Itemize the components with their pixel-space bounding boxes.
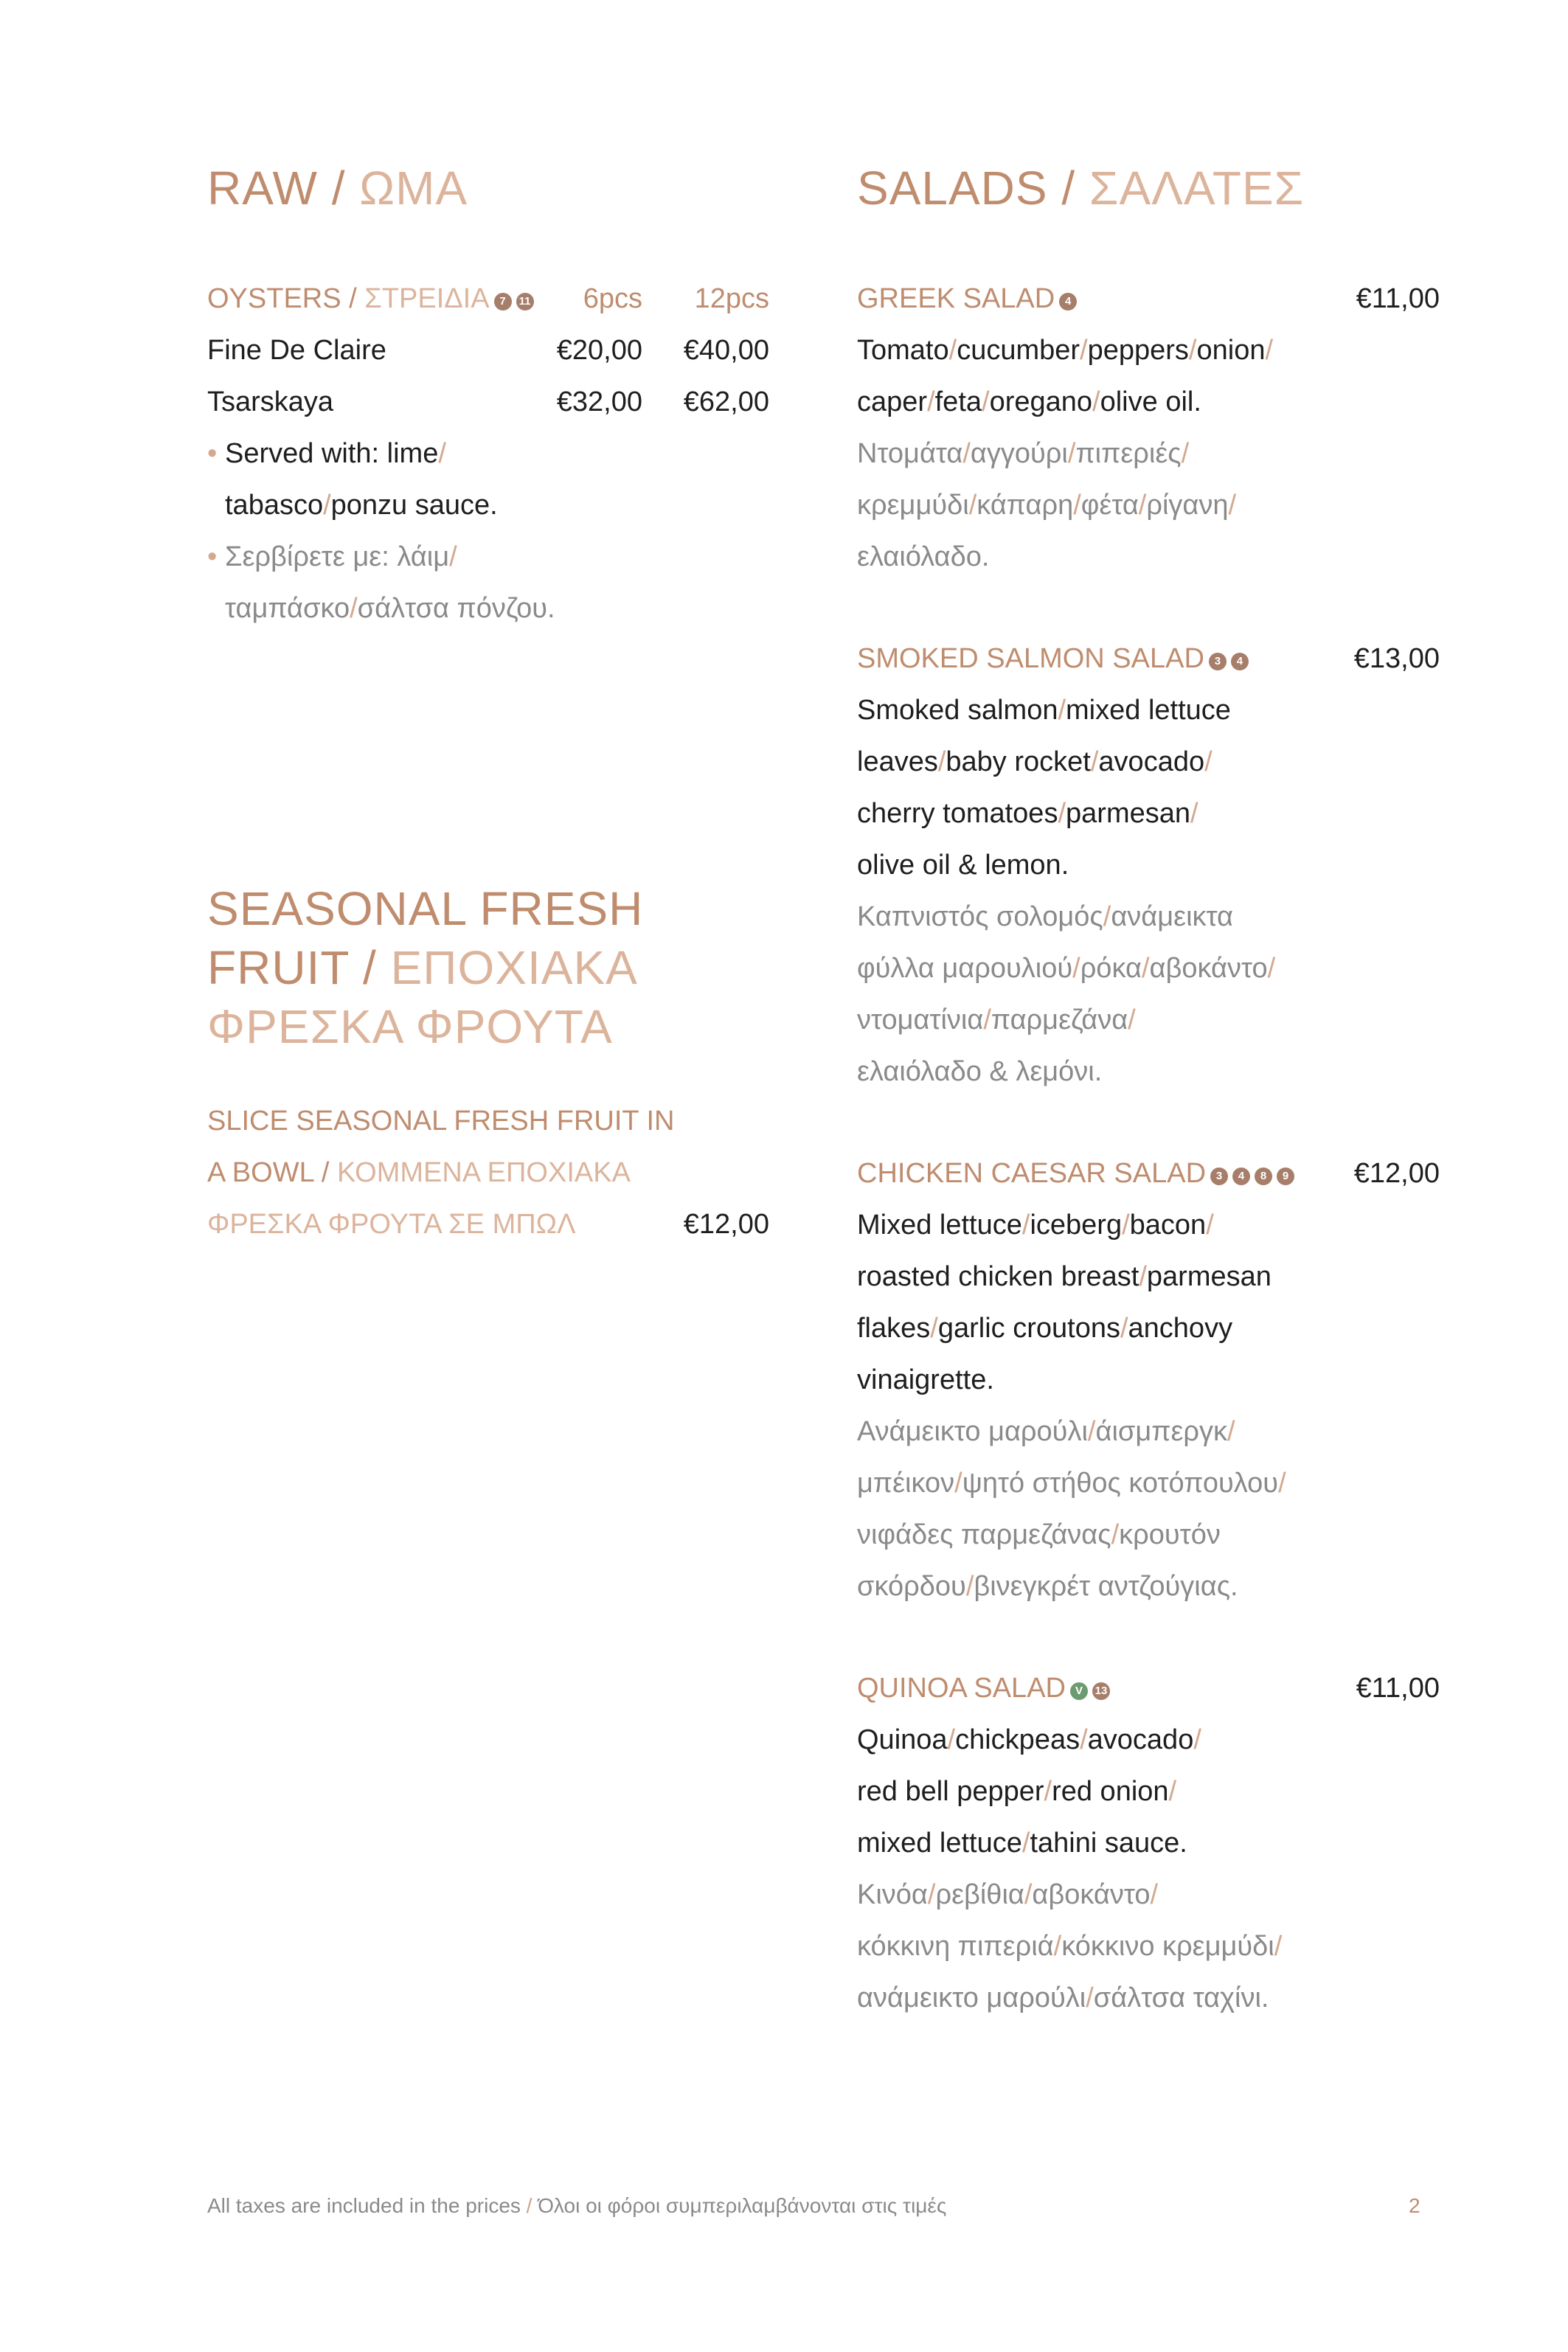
allergen-badge: 11	[516, 293, 534, 311]
raw-section-title: RAW / ΩΜΑ	[207, 162, 468, 215]
oysters-12pcs-header: 12pcs	[694, 283, 769, 314]
caesar-salad-gr-line: μπέικον/ψητό στήθος κοτόπουλου/	[857, 1468, 1286, 1499]
greek-salad-en-line: Tomato/cucumber/peppers/onion/	[857, 335, 1274, 366]
salmon-salad-gr-line: ελαιόλαδο & λεμόνι.	[857, 1056, 1103, 1087]
caesar-salad-gr-line: νιφάδες παρμεζάνας/κρουτόν	[857, 1519, 1221, 1550]
quinoa-salad-heading: QUINOA SALAD V 13	[857, 1662, 1110, 1714]
allergen-badge: 3	[1210, 1168, 1228, 1185]
oysters-served-en: • Served with: lime/	[207, 428, 446, 479]
allergen-badge: 4	[1232, 1168, 1250, 1185]
quinoa-salad-gr-line: κόκκινη πιπεριά/κόκκινο κρεμμύδι/	[857, 1931, 1283, 1962]
allergen-badge: 9	[1277, 1168, 1294, 1185]
oysters-6pcs-header: 6pcs	[583, 283, 642, 314]
quinoa-salad-gr-line: ανάμεικτο μαρούλι/σάλτσα ταχίνι.	[857, 1982, 1269, 2013]
quinoa-salad-en-line: Quinoa/chickpeas/avocado/	[857, 1724, 1201, 1755]
caesar-salad-en-line: vinaigrette.	[857, 1364, 994, 1395]
quinoa-salad-gr-line: Κινόα/ρεβίθια/αβοκάντο/	[857, 1879, 1159, 1910]
caesar-salad-price: €12,00	[1353, 1158, 1440, 1189]
greek-salad-gr-line: Ντομάτα/αγγούρι/πιπεριές/	[857, 438, 1190, 469]
salmon-salad-price: €13,00	[1353, 643, 1440, 674]
quinoa-salad-en-line: mixed lettuce/tahini sauce.	[857, 1828, 1187, 1859]
allergen-badge: 13	[1092, 1682, 1110, 1700]
allergen-badge: 7	[494, 293, 512, 311]
allergen-badge: 3	[1209, 653, 1227, 670]
oyster-row-name: Tsarskaya	[207, 386, 334, 417]
bullet-dot: •	[207, 541, 218, 572]
caesar-salad-heading: CHICKEN CAESAR SALAD 3 4 8 9	[857, 1148, 1294, 1199]
greek-salad-en-line: caper/feta/oregano/olive oil.	[857, 386, 1201, 417]
quinoa-salad-en-line: red bell pepper/red onion/	[857, 1776, 1177, 1807]
page-number: 2	[1409, 2194, 1420, 2217]
salmon-salad-en-line: cherry tomatoes/parmesan/	[857, 798, 1198, 829]
salads-section-title: SALADS / ΣΑΛΑΤΕΣ	[857, 162, 1305, 215]
fruit-item-heading: SLICE SEASONAL FRESH FRUIT IN	[207, 1106, 675, 1137]
fruit-price: €12,00	[683, 1209, 769, 1240]
oyster-row-price-6: €20,00	[556, 335, 642, 366]
oyster-row-price-12: €62,00	[683, 386, 769, 417]
salmon-salad-en-line: leaves/baby rocket/avocado/	[857, 746, 1213, 777]
oyster-row-name: Fine De Claire	[207, 335, 386, 366]
greek-salad-price: €11,00	[1356, 283, 1440, 314]
salmon-salad-en-line: olive oil & lemon.	[857, 850, 1069, 881]
oyster-row-price-12: €40,00	[683, 335, 769, 366]
fruit-section-title: SEASONAL FRESH FRUIT / ΕΠΟΧΙΑΚΑ ΦΡΕΣΚΑ ΦΡΟΥΤΑ	[207, 882, 644, 1053]
allergen-badge: 4	[1231, 653, 1249, 670]
salmon-salad-heading: SMOKED SALMON SALAD 3 4	[857, 633, 1249, 684]
caesar-salad-en-line: Mixed lettuce/iceberg/bacon/	[857, 1210, 1214, 1241]
fruit-item-heading-cont: A BOWL / ΚΟΜΜΕΝΑ ΕΠΟΧΙΑΚΑ	[207, 1157, 631, 1188]
caesar-salad-en-line: roasted chicken breast/parmesan	[857, 1261, 1272, 1292]
oysters-served-en-cont: tabasco/ponzu sauce.	[225, 490, 498, 521]
caesar-salad-gr-line: Ανάμεικτο μαρούλι/άισμπεργκ/	[857, 1416, 1235, 1447]
salmon-salad-gr-line: Καπνιστός σολομός/ανάμεικτα	[857, 901, 1233, 932]
greek-salad-heading: GREEK SALAD 4	[857, 273, 1077, 325]
bullet-dot: •	[207, 438, 218, 469]
salmon-salad-gr-line: φύλλα μαρουλιού/ρόκα/αβοκάντο/	[857, 953, 1276, 984]
oyster-row-price-6: €32,00	[556, 386, 642, 417]
oysters-served-gr: • Σερβίρετε με: λάιμ/	[207, 531, 457, 583]
caesar-salad-gr-line: σκόρδου/βινεγκρέτ αντζούγιας.	[857, 1571, 1238, 1602]
caesar-salad-en-line: flakes/garlic croutons/anchovy	[857, 1313, 1233, 1344]
oysters-served-gr-cont: ταμπάσκο/σάλτσα πόνζου.	[225, 593, 555, 624]
greek-salad-gr-line: ελαιόλαδο.	[857, 541, 990, 572]
allergen-badge: 4	[1059, 293, 1077, 311]
fruit-item-heading-gr: ΦΡΕΣΚΑ ΦΡΟΥΤΑ ΣΕ ΜΠΩΛ	[207, 1209, 576, 1240]
allergen-badge: 8	[1255, 1168, 1272, 1185]
vegan-badge: V	[1070, 1682, 1088, 1700]
footer-tax-note: All taxes are included in the prices / Όλοι οι φόροι συμπεριλαμβάνονται στις τιμές	[207, 2194, 947, 2217]
oysters-heading: OYSTERS / ΣΤΡΕΙΔΙΑ 7 11	[207, 273, 534, 325]
salmon-salad-gr-line: ντοματίνια/παρμεζάνα/	[857, 1005, 1136, 1035]
greek-salad-gr-line: κρεμμύδι/κάπαρη/φέτα/ρίγανη/	[857, 490, 1237, 521]
salmon-salad-en-line: Smoked salmon/mixed lettuce	[857, 695, 1231, 726]
quinoa-salad-price: €11,00	[1356, 1673, 1440, 1704]
